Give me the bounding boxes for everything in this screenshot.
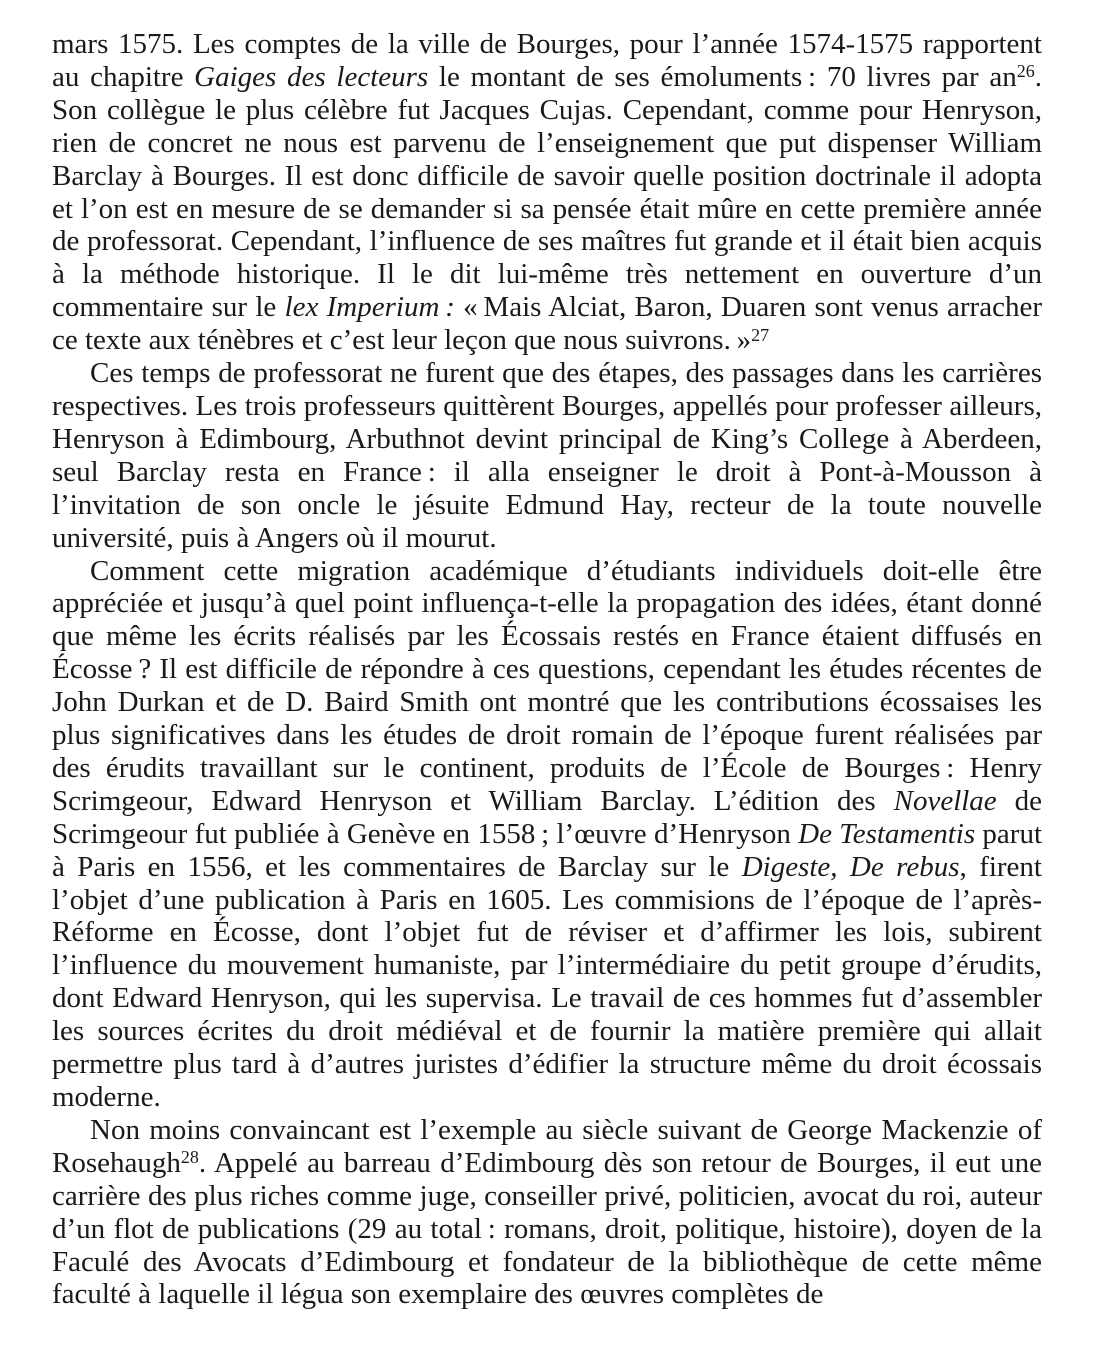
text-segment: le montant de ses émoluments : 70 livres par an — [428, 60, 1017, 93]
text-segment: parut à Paris en 1556, et les commentaires de Barclay sur le — [52, 817, 1043, 883]
text-segment: mars 1575. Les comptes de la ville de Bourges, pour l’année 1574-1575 rapportent au chapitre — [52, 28, 1042, 93]
text-segment: , firent l’objet d’une publication à Paris en 1605. Les commisions de l’époque de l’après-Réforme en Écosse, dont l’objet fut de réviser et d’affirmer les lois, subirent l’influence du mouvement humaniste, par l’intermédiaire du petit groupe d’érudits, dont Edward Henryson, qui les supervisa. Le travail de ces hommes fut d’assembler les sources écrites du droit médiéval et de fournir la matière première qui allait permettre plus tard à d’autres juristes d’édifier la structure même du droit écossais moderne. — [52, 850, 1042, 1113]
paragraph-1 — [52, 28, 1042, 357]
text-segment: « Mais Alciat, Baron, Duaren sont venus arracher ce texte aux ténèbres et c’est leur leçon que nous suivrons. » — [52, 291, 1042, 357]
text-segment: de Scrimgeour fut publiée à Genève en 1558 ; l’œuvre d’Henryson — [52, 784, 1043, 850]
italic-text: Gaiges des lecteurs — [194, 60, 429, 93]
footnote-ref: 26 — [1016, 61, 1035, 82]
text-segment: Ces temps de professorat ne furent que des étapes, des passages dans les carrières respectives. Les trois professeurs quittèrent Bourges, appellés pour professer ailleurs, Henryson à Edimbourg, Arbuthnot devint principal de King’s College à Aberdeen, seul Barclay resta en France : il alla enseigner le droit à Pont-à-Mousson à l’invitation de son oncle le jésuite Edmund Hay, recteur de la toute nouvelle université, puis à Angers où il mourut. — [52, 357, 1042, 554]
text-segment: Non moins convaincant est l’exemple au siècle suivant de George Mackenzie of Rosehaugh — [52, 1113, 1042, 1179]
italic-text: lex Imperium : — [284, 291, 455, 324]
footnote-ref: 27 — [751, 324, 770, 345]
italic-text: De Testamentis — [798, 817, 976, 850]
paragraph-2 — [52, 357, 1042, 554]
text-segment: Comment cette migration académique d’étudiants individuels doit-elle être appréciée et jusqu’à quel point influença-t-elle la propagation des idées, étant donné que même les écrits réalisés par les Écossais restés en France étaient diffusés en Écosse ? Il est difficile de répondre à ces questions, cependant les études récentes de John Durkan et de D. Baird Smith ont montré que les contributions écossaises les plus significatives dans les études de droit romain de l’époque furent réalisées par des érudits travaillant sur le continent, produits de l’École de Bourges : Henry Scrimgeour, Edward Henryson et William Barclay. L’édition des — [52, 554, 1042, 817]
paragraph-4 — [52, 1114, 1042, 1311]
text-segment: . Son collègue le plus célèbre fut Jacques Cujas. Cependant, comme pour Henryson, rien de concret ne nous est parvenu de l’enseignement que put dispenser William Barclay à Bourges. Il est donc difficile de savoir quelle position doctrinale il adopta et l’on est en mesure de se demander si sa pensée était mûre en cette première année de professorat. Cependant, l’influence de ses maîtres fut grande et il était bien acquis à la méthode historique. Il le dit lui-même très nettement en ouverture d’un commentaire sur le — [52, 60, 1042, 324]
footnote-ref: 28 — [180, 1147, 199, 1168]
italic-text: Novellae — [893, 784, 997, 817]
text-segment: . Appelé au barreau d’Edimbourg dès son retour de Bourges, il eut une carrière des plus riches comme juge, conseiller privé, politicien, avocat du roi, auteur d’un flot de publications (29 au total : romans, droit, politique, histoire), doyen de la Faculé des Avocats d’Edimbourg et fondateur de la bibliothèque de cette même faculté à laquelle il légua son exemplaire des œuvres complètes de — [52, 1146, 1042, 1311]
paragraph-3 — [52, 555, 1042, 1114]
italic-text: Digeste, De rebus — [741, 850, 960, 883]
